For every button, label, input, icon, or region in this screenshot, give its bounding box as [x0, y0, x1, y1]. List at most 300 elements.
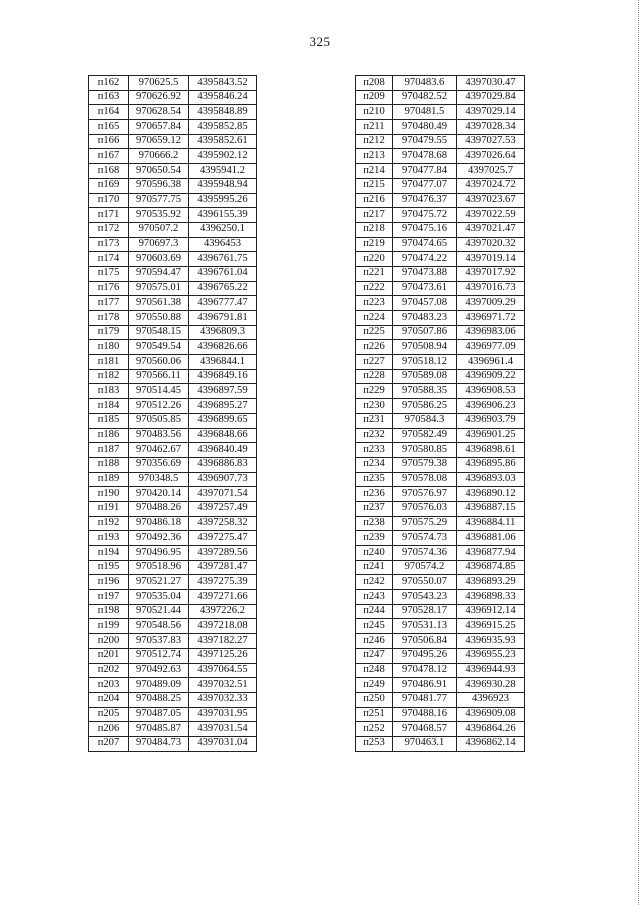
x-coordinate-cell: 970566.11	[129, 369, 189, 384]
table-row	[356, 560, 525, 575]
table-row	[89, 619, 257, 634]
point-id-cell: п227	[356, 355, 393, 370]
x-coordinate-cell: 970420.14	[129, 487, 189, 502]
x-coordinate-cell: 970514.45	[129, 384, 189, 399]
point-id-cell: п216	[356, 193, 393, 208]
x-coordinate-cell: 970576.97	[393, 487, 457, 502]
table-row	[89, 208, 257, 223]
point-id-cell: п220	[356, 252, 393, 267]
table-row	[356, 501, 525, 516]
point-id-cell: п201	[89, 648, 129, 663]
point-id-cell: п211	[356, 120, 393, 135]
table-row	[356, 590, 525, 605]
x-coordinate-cell: 970574.36	[393, 546, 457, 561]
y-coordinate-cell: 4396930.28	[457, 678, 525, 693]
point-id-cell: п218	[356, 222, 393, 237]
table-row	[356, 707, 525, 722]
point-id-cell: п236	[356, 487, 393, 502]
table-row	[356, 648, 525, 663]
point-id-cell: п238	[356, 516, 393, 531]
table-row	[356, 355, 525, 370]
table-row	[89, 678, 257, 693]
point-id-cell: п178	[89, 311, 129, 326]
x-coordinate-cell: 970575.01	[129, 281, 189, 296]
x-coordinate-cell: 970489.09	[129, 678, 189, 693]
x-coordinate-cell: 970479.55	[393, 134, 457, 149]
coordinates-table-right	[355, 75, 525, 752]
y-coordinate-cell: 4397031.04	[189, 736, 257, 751]
point-id-cell: п243	[356, 590, 393, 605]
page-edge-line	[637, 0, 639, 905]
x-coordinate-cell: 970582.49	[393, 428, 457, 443]
y-coordinate-cell: 4396864.26	[457, 722, 525, 737]
table-row	[356, 134, 525, 149]
x-coordinate-cell: 970495.26	[393, 648, 457, 663]
y-coordinate-cell: 4396893.29	[457, 575, 525, 590]
x-coordinate-cell: 970486.91	[393, 678, 457, 693]
point-id-cell: п215	[356, 178, 393, 193]
y-coordinate-cell: 4397258.32	[189, 516, 257, 531]
x-coordinate-cell: 970521.27	[129, 575, 189, 590]
table-row	[356, 325, 525, 340]
y-coordinate-cell: 4397021.47	[457, 222, 525, 237]
point-id-cell: п185	[89, 413, 129, 428]
table-row	[356, 193, 525, 208]
y-coordinate-cell: 4397032.33	[189, 692, 257, 707]
x-coordinate-cell: 970483.6	[393, 76, 457, 91]
table-row	[356, 311, 525, 326]
y-coordinate-cell: 4395843.52	[189, 76, 257, 91]
x-coordinate-cell: 970589.08	[393, 369, 457, 384]
point-id-cell: п214	[356, 164, 393, 179]
point-id-cell: п176	[89, 281, 129, 296]
x-coordinate-cell: 970473.61	[393, 281, 457, 296]
x-coordinate-cell: 970584.3	[393, 413, 457, 428]
table-row	[356, 443, 525, 458]
y-coordinate-cell: 4396901.25	[457, 428, 525, 443]
table-row	[89, 575, 257, 590]
point-id-cell: п228	[356, 369, 393, 384]
point-id-cell: п245	[356, 619, 393, 634]
table-row	[89, 663, 257, 678]
y-coordinate-cell: 4395941.2	[189, 164, 257, 179]
table-row	[356, 531, 525, 546]
table-row	[89, 178, 257, 193]
x-coordinate-cell: 970596.38	[129, 178, 189, 193]
point-id-cell: п231	[356, 413, 393, 428]
point-id-cell: п224	[356, 311, 393, 326]
point-id-cell: п182	[89, 369, 129, 384]
table-row	[89, 634, 257, 649]
point-id-cell: п198	[89, 604, 129, 619]
y-coordinate-cell: 4397023.67	[457, 193, 525, 208]
table-row	[356, 634, 525, 649]
x-coordinate-cell: 970550.88	[129, 311, 189, 326]
point-id-cell: п172	[89, 222, 129, 237]
point-id-cell: п163	[89, 90, 129, 105]
y-coordinate-cell: 4396944.93	[457, 663, 525, 678]
x-coordinate-cell: 970574.73	[393, 531, 457, 546]
y-coordinate-cell: 4396895.27	[189, 399, 257, 414]
table-row	[356, 692, 525, 707]
point-id-cell: п193	[89, 531, 129, 546]
table-row	[89, 692, 257, 707]
point-id-cell: п164	[89, 105, 129, 120]
table-row	[356, 266, 525, 281]
table-row	[89, 487, 257, 502]
x-coordinate-cell: 970550.07	[393, 575, 457, 590]
y-coordinate-cell: 4395948.94	[189, 178, 257, 193]
point-id-cell: п169	[89, 178, 129, 193]
point-id-cell: п237	[356, 501, 393, 516]
y-coordinate-cell: 4396898.33	[457, 590, 525, 605]
y-coordinate-cell: 4396826.66	[189, 340, 257, 355]
x-coordinate-cell: 970356.69	[129, 457, 189, 472]
point-id-cell: п207	[89, 736, 129, 751]
table-row	[89, 707, 257, 722]
x-coordinate-cell: 970477.84	[393, 164, 457, 179]
point-id-cell: п199	[89, 619, 129, 634]
y-coordinate-cell: 4396844.1	[189, 355, 257, 370]
y-coordinate-cell: 4395846.24	[189, 90, 257, 105]
table-row	[356, 76, 525, 91]
table-row	[89, 222, 257, 237]
x-coordinate-cell: 970560.06	[129, 355, 189, 370]
x-coordinate-cell: 970488.25	[129, 692, 189, 707]
x-coordinate-cell: 970475.72	[393, 208, 457, 223]
y-coordinate-cell: 4397281.47	[189, 560, 257, 575]
y-coordinate-cell: 4396890.12	[457, 487, 525, 502]
y-coordinate-cell: 4396155.39	[189, 208, 257, 223]
x-coordinate-cell: 970475.16	[393, 222, 457, 237]
x-coordinate-cell: 970512.26	[129, 399, 189, 414]
x-coordinate-cell: 970512.74	[129, 648, 189, 663]
table-row	[89, 472, 257, 487]
table-row	[356, 575, 525, 590]
y-coordinate-cell: 4396777.47	[189, 296, 257, 311]
point-id-cell: п205	[89, 707, 129, 722]
point-id-cell: п222	[356, 281, 393, 296]
y-coordinate-cell: 4397289.56	[189, 546, 257, 561]
table-row	[89, 722, 257, 737]
x-coordinate-cell: 970474.22	[393, 252, 457, 267]
y-coordinate-cell: 4395995.26	[189, 193, 257, 208]
table-row	[356, 178, 525, 193]
table-row	[89, 428, 257, 443]
x-coordinate-cell: 970481.77	[393, 692, 457, 707]
table-row	[356, 340, 525, 355]
table-row	[356, 457, 525, 472]
table-row	[89, 252, 257, 267]
table-row	[356, 281, 525, 296]
table-row	[356, 90, 525, 105]
point-id-cell: п223	[356, 296, 393, 311]
table-row	[89, 193, 257, 208]
x-coordinate-cell: 970477.07	[393, 178, 457, 193]
y-coordinate-cell: 4396791.81	[189, 311, 257, 326]
x-coordinate-cell: 970659.12	[129, 134, 189, 149]
x-coordinate-cell: 970697.3	[129, 237, 189, 252]
point-id-cell: п204	[89, 692, 129, 707]
y-coordinate-cell: 4396912.14	[457, 604, 525, 619]
point-id-cell: п194	[89, 546, 129, 561]
y-coordinate-cell: 4397030.47	[457, 76, 525, 91]
y-coordinate-cell: 4397125.26	[189, 648, 257, 663]
x-coordinate-cell: 970506.84	[393, 634, 457, 649]
table-row	[356, 472, 525, 487]
y-coordinate-cell: 4397028.34	[457, 120, 525, 135]
table-row	[89, 501, 257, 516]
point-id-cell: п196	[89, 575, 129, 590]
y-coordinate-cell: 4396903.79	[457, 413, 525, 428]
y-coordinate-cell: 4396895.86	[457, 457, 525, 472]
y-coordinate-cell: 4396250.1	[189, 222, 257, 237]
y-coordinate-cell: 4396893.03	[457, 472, 525, 487]
point-id-cell: п230	[356, 399, 393, 414]
table-row	[356, 678, 525, 693]
table-row	[356, 296, 525, 311]
point-id-cell: п173	[89, 237, 129, 252]
x-coordinate-cell: 970537.83	[129, 634, 189, 649]
y-coordinate-cell: 4397022.59	[457, 208, 525, 223]
x-coordinate-cell: 970628.54	[129, 105, 189, 120]
y-coordinate-cell: 4397071.54	[189, 487, 257, 502]
table-row	[356, 105, 525, 120]
table-row	[356, 222, 525, 237]
point-id-cell: п200	[89, 634, 129, 649]
x-coordinate-cell: 970588.35	[393, 384, 457, 399]
y-coordinate-cell: 4397031.95	[189, 707, 257, 722]
y-coordinate-cell: 4396977.09	[457, 340, 525, 355]
point-id-cell: п233	[356, 443, 393, 458]
y-coordinate-cell: 4396908.53	[457, 384, 525, 399]
x-coordinate-cell: 970528.17	[393, 604, 457, 619]
point-id-cell: п174	[89, 252, 129, 267]
y-coordinate-cell: 4396881.06	[457, 531, 525, 546]
table-row	[89, 134, 257, 149]
y-coordinate-cell: 4397029.14	[457, 105, 525, 120]
point-id-cell: п212	[356, 134, 393, 149]
x-coordinate-cell: 970580.85	[393, 443, 457, 458]
point-id-cell: п249	[356, 678, 393, 693]
table-row	[89, 296, 257, 311]
y-coordinate-cell: 4396887.15	[457, 501, 525, 516]
y-coordinate-cell: 4397027.53	[457, 134, 525, 149]
point-id-cell: п253	[356, 736, 393, 751]
y-coordinate-cell: 4396453	[189, 237, 257, 252]
point-id-cell: п181	[89, 355, 129, 370]
point-id-cell: п202	[89, 663, 129, 678]
point-id-cell: п179	[89, 325, 129, 340]
y-coordinate-cell: 4397031.54	[189, 722, 257, 737]
point-id-cell: п184	[89, 399, 129, 414]
y-coordinate-cell: 4397226.2	[189, 604, 257, 619]
point-id-cell: п175	[89, 266, 129, 281]
table-row	[89, 384, 257, 399]
point-id-cell: п217	[356, 208, 393, 223]
table-row	[89, 457, 257, 472]
point-id-cell: п209	[356, 90, 393, 105]
y-coordinate-cell: 4395902.12	[189, 149, 257, 164]
y-coordinate-cell: 4396923	[457, 692, 525, 707]
y-coordinate-cell: 4397032.51	[189, 678, 257, 693]
x-coordinate-cell: 970505.85	[129, 413, 189, 428]
point-id-cell: п226	[356, 340, 393, 355]
point-id-cell: п244	[356, 604, 393, 619]
x-coordinate-cell: 970548.56	[129, 619, 189, 634]
point-id-cell: п166	[89, 134, 129, 149]
x-coordinate-cell: 970594.47	[129, 266, 189, 281]
y-coordinate-cell: 4396909.08	[457, 707, 525, 722]
y-coordinate-cell: 4396884.11	[457, 516, 525, 531]
x-coordinate-cell: 970484.73	[129, 736, 189, 751]
x-coordinate-cell: 970507.86	[393, 325, 457, 340]
point-id-cell: п242	[356, 575, 393, 590]
x-coordinate-cell: 970480.49	[393, 120, 457, 135]
table-row	[89, 413, 257, 428]
point-id-cell: п252	[356, 722, 393, 737]
y-coordinate-cell: 4397218.08	[189, 619, 257, 634]
x-coordinate-cell: 970508.94	[393, 340, 457, 355]
x-coordinate-cell: 970535.04	[129, 590, 189, 605]
point-id-cell: п190	[89, 487, 129, 502]
table-row	[356, 722, 525, 737]
y-coordinate-cell: 4396886.83	[189, 457, 257, 472]
table-row	[356, 164, 525, 179]
table-row	[356, 369, 525, 384]
point-id-cell: п177	[89, 296, 129, 311]
table-row	[89, 340, 257, 355]
point-id-cell: п241	[356, 560, 393, 575]
x-coordinate-cell: 970348.5	[129, 472, 189, 487]
table-row	[356, 237, 525, 252]
y-coordinate-cell: 4396955.23	[457, 648, 525, 663]
x-coordinate-cell: 970462.67	[129, 443, 189, 458]
table-row	[356, 487, 525, 502]
y-coordinate-cell: 4397182.27	[189, 634, 257, 649]
table-row	[356, 384, 525, 399]
x-coordinate-cell: 970576.03	[393, 501, 457, 516]
x-coordinate-cell: 970549.54	[129, 340, 189, 355]
table-row	[89, 648, 257, 663]
table-row	[356, 120, 525, 135]
table-row	[89, 281, 257, 296]
table-row	[89, 516, 257, 531]
x-coordinate-cell: 970457.08	[393, 296, 457, 311]
table-row	[89, 369, 257, 384]
y-coordinate-cell: 4397017.92	[457, 266, 525, 281]
point-id-cell: п239	[356, 531, 393, 546]
x-coordinate-cell: 970487.05	[129, 707, 189, 722]
table-row	[89, 149, 257, 164]
x-coordinate-cell: 970473.88	[393, 266, 457, 281]
point-id-cell: п195	[89, 560, 129, 575]
y-coordinate-cell: 4397257.49	[189, 501, 257, 516]
x-coordinate-cell: 970548.15	[129, 325, 189, 340]
table-row	[89, 590, 257, 605]
x-coordinate-cell: 970488.26	[129, 501, 189, 516]
table-row	[89, 105, 257, 120]
y-coordinate-cell: 4397271.66	[189, 590, 257, 605]
x-coordinate-cell: 970603.69	[129, 252, 189, 267]
table-row	[89, 266, 257, 281]
coordinates-table-right-body	[356, 76, 525, 752]
point-id-cell: п170	[89, 193, 129, 208]
x-coordinate-cell: 970625.5	[129, 76, 189, 91]
table-row	[89, 604, 257, 619]
y-coordinate-cell: 4397024.72	[457, 178, 525, 193]
x-coordinate-cell: 970485.87	[129, 722, 189, 737]
point-id-cell: п187	[89, 443, 129, 458]
y-coordinate-cell: 4396907.73	[189, 472, 257, 487]
table-row	[356, 413, 525, 428]
y-coordinate-cell: 4396761.04	[189, 266, 257, 281]
table-row	[356, 252, 525, 267]
y-coordinate-cell: 4396971.72	[457, 311, 525, 326]
point-id-cell: п162	[89, 76, 129, 91]
table-row	[356, 428, 525, 443]
x-coordinate-cell: 970474.65	[393, 237, 457, 252]
x-coordinate-cell: 970561.38	[129, 296, 189, 311]
point-id-cell: п246	[356, 634, 393, 649]
point-id-cell: п213	[356, 149, 393, 164]
y-coordinate-cell: 4395852.85	[189, 120, 257, 135]
x-coordinate-cell: 970482.52	[393, 90, 457, 105]
y-coordinate-cell: 4396848.66	[189, 428, 257, 443]
point-id-cell: п247	[356, 648, 393, 663]
x-coordinate-cell: 970488.16	[393, 707, 457, 722]
point-id-cell: п229	[356, 384, 393, 399]
table-row	[356, 149, 525, 164]
point-id-cell: п225	[356, 325, 393, 340]
y-coordinate-cell: 4396765.22	[189, 281, 257, 296]
y-coordinate-cell: 4397020.32	[457, 237, 525, 252]
point-id-cell: п221	[356, 266, 393, 281]
x-coordinate-cell: 970657.84	[129, 120, 189, 135]
y-coordinate-cell: 4396840.49	[189, 443, 257, 458]
table-row	[89, 443, 257, 458]
x-coordinate-cell: 970578.08	[393, 472, 457, 487]
y-coordinate-cell: 4397019.14	[457, 252, 525, 267]
point-id-cell: п197	[89, 590, 129, 605]
point-id-cell: п189	[89, 472, 129, 487]
table-row	[89, 355, 257, 370]
y-coordinate-cell: 4396935.93	[457, 634, 525, 649]
x-coordinate-cell: 970507.2	[129, 222, 189, 237]
table-row	[356, 619, 525, 634]
x-coordinate-cell: 970478.68	[393, 149, 457, 164]
y-coordinate-cell: 4397029.84	[457, 90, 525, 105]
x-coordinate-cell: 970543.23	[393, 590, 457, 605]
point-id-cell: п232	[356, 428, 393, 443]
x-coordinate-cell: 970496.95	[129, 546, 189, 561]
x-coordinate-cell: 970650.54	[129, 164, 189, 179]
y-coordinate-cell: 4397275.47	[189, 531, 257, 546]
y-coordinate-cell: 4396849.16	[189, 369, 257, 384]
point-id-cell: п183	[89, 384, 129, 399]
point-id-cell: п206	[89, 722, 129, 737]
table-row	[89, 76, 257, 91]
y-coordinate-cell: 4396909.22	[457, 369, 525, 384]
y-coordinate-cell: 4396809.3	[189, 325, 257, 340]
y-coordinate-cell: 4396961.4	[457, 355, 525, 370]
point-id-cell: п235	[356, 472, 393, 487]
point-id-cell: п188	[89, 457, 129, 472]
x-coordinate-cell: 970626.92	[129, 90, 189, 105]
table-row	[356, 663, 525, 678]
x-coordinate-cell: 970518.12	[393, 355, 457, 370]
x-coordinate-cell: 970579.38	[393, 457, 457, 472]
